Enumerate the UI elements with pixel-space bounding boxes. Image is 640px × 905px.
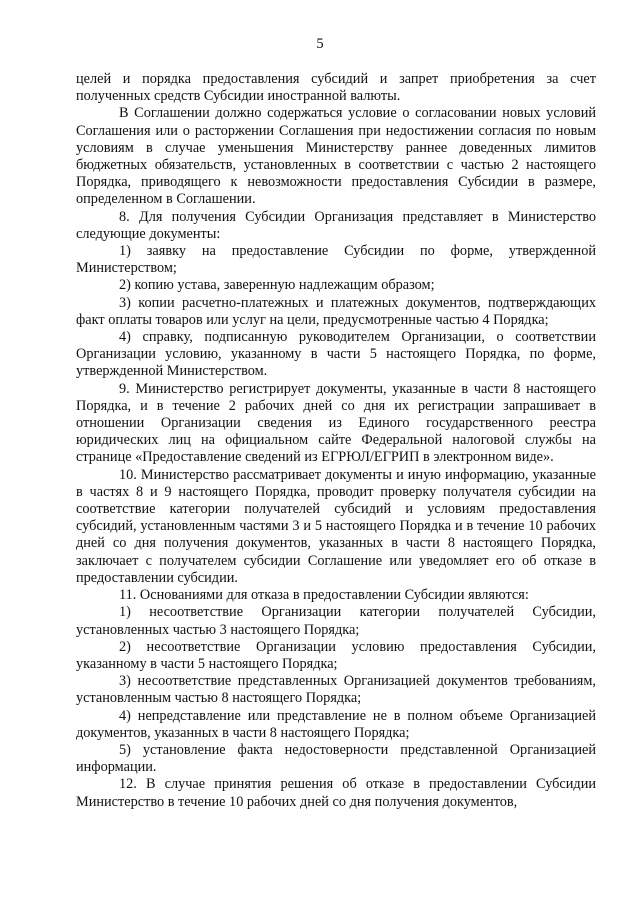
document-body	[76, 71, 596, 811]
paragraph-continuation: целей и порядка предоставления субсидий и запрет приобретения за счет полученных средств Субсидии иностранной валюты.	[76, 71, 596, 105]
list-item-11-4: 4) непредставление или представление не в полном объеме Организацией документов, указанных в части 8 настоящего Порядка;	[76, 707, 596, 741]
list-item-8-3: 3) копии расчетно-платежных и платежных документов, подтверждающих факт оплаты товаров или услуг на цели, предусмотренные частью 4 Порядка;	[76, 294, 596, 328]
paragraph-12: 12. В случае принятия решения об отказе в предоставлении Субсидии Министерство в течение 10 рабочих дней со дня получения документов,	[76, 776, 596, 810]
paragraph-agreement-conditions: В Соглашении должно содержаться условие о согласовании новых условий Соглашения или о расторжении Соглашения при недостижении согласия по новым условиям в случае уменьшения Министерству раннее доведенных лимитов бюджетных обязательств, установленных в соответствии с частью 2 настоящего Порядка, приводящего к невозможности предоставления Субсидии в размере, определенном в Соглашении.	[76, 105, 596, 208]
paragraph-9: 9. Министерство регистрирует документы, указанные в части 8 настоящего Порядка, и в течение 2 рабочих дней со дня их регистрации запрашивает в отношении Организации сведения из Единого государственного реестра юридических лиц на официальном сайте Федеральной налоговой службы на странице «Предоставление сведений из ЕГРЮЛ/ЕГРИП в электронном виде».	[76, 380, 596, 466]
list-item-11-3: 3) несоответствие представленных Организацией документов требованиям, установленным частью 8 настоящего Порядка;	[76, 673, 596, 707]
list-item-11-1: 1) несоответствие Организации категории получателей Субсидии, установленных частью 3 настоящего Порядка;	[76, 604, 596, 638]
list-item-8-1: 1) заявку на предоставление Субсидии по форме, утвержденной Министерством;	[76, 243, 596, 277]
paragraph-10: 10. Министерство рассматривает документы и иную информацию, указанные в частях 8 и 9 настоящего Порядка, проводит проверку получателя субсидии на соответствие категории получателей субсидий и условиям предоставления субсидий, установленным частями 3 и 5 настоящего Порядка и в течение 10 рабочих дней со дня получения документов, указанных в части 8 настоящего Порядка, заключает с получателем субсидии Соглашение или уведомляет его об отказе в предоставлении субсидии.	[76, 466, 596, 586]
page-number: 5	[316, 36, 324, 52]
paragraph-8: 8. Для получения Субсидии Организация представляет в Министерство следующие документы:	[76, 208, 596, 242]
list-item-11-2: 2) несоответствие Организации условию предоставления Субсидии, указанному в части 5 настоящего Порядка;	[76, 638, 596, 672]
list-item-8-4: 4) справку, подписанную руководителем Организации, о соответствии Организации условию, указанному в части 5 настоящего Порядка, по форме, утвержденной Министерством.	[76, 329, 596, 380]
list-item-8-2: 2) копию устава, заверенную надлежащим образом;	[119, 277, 435, 294]
list-item-11-5: 5) установление факта недостоверности представленной Организацией информации.	[76, 741, 596, 776]
paragraph-11: 11. Основаниями для отказа в предоставлении Субсидии являются:	[119, 587, 529, 604]
